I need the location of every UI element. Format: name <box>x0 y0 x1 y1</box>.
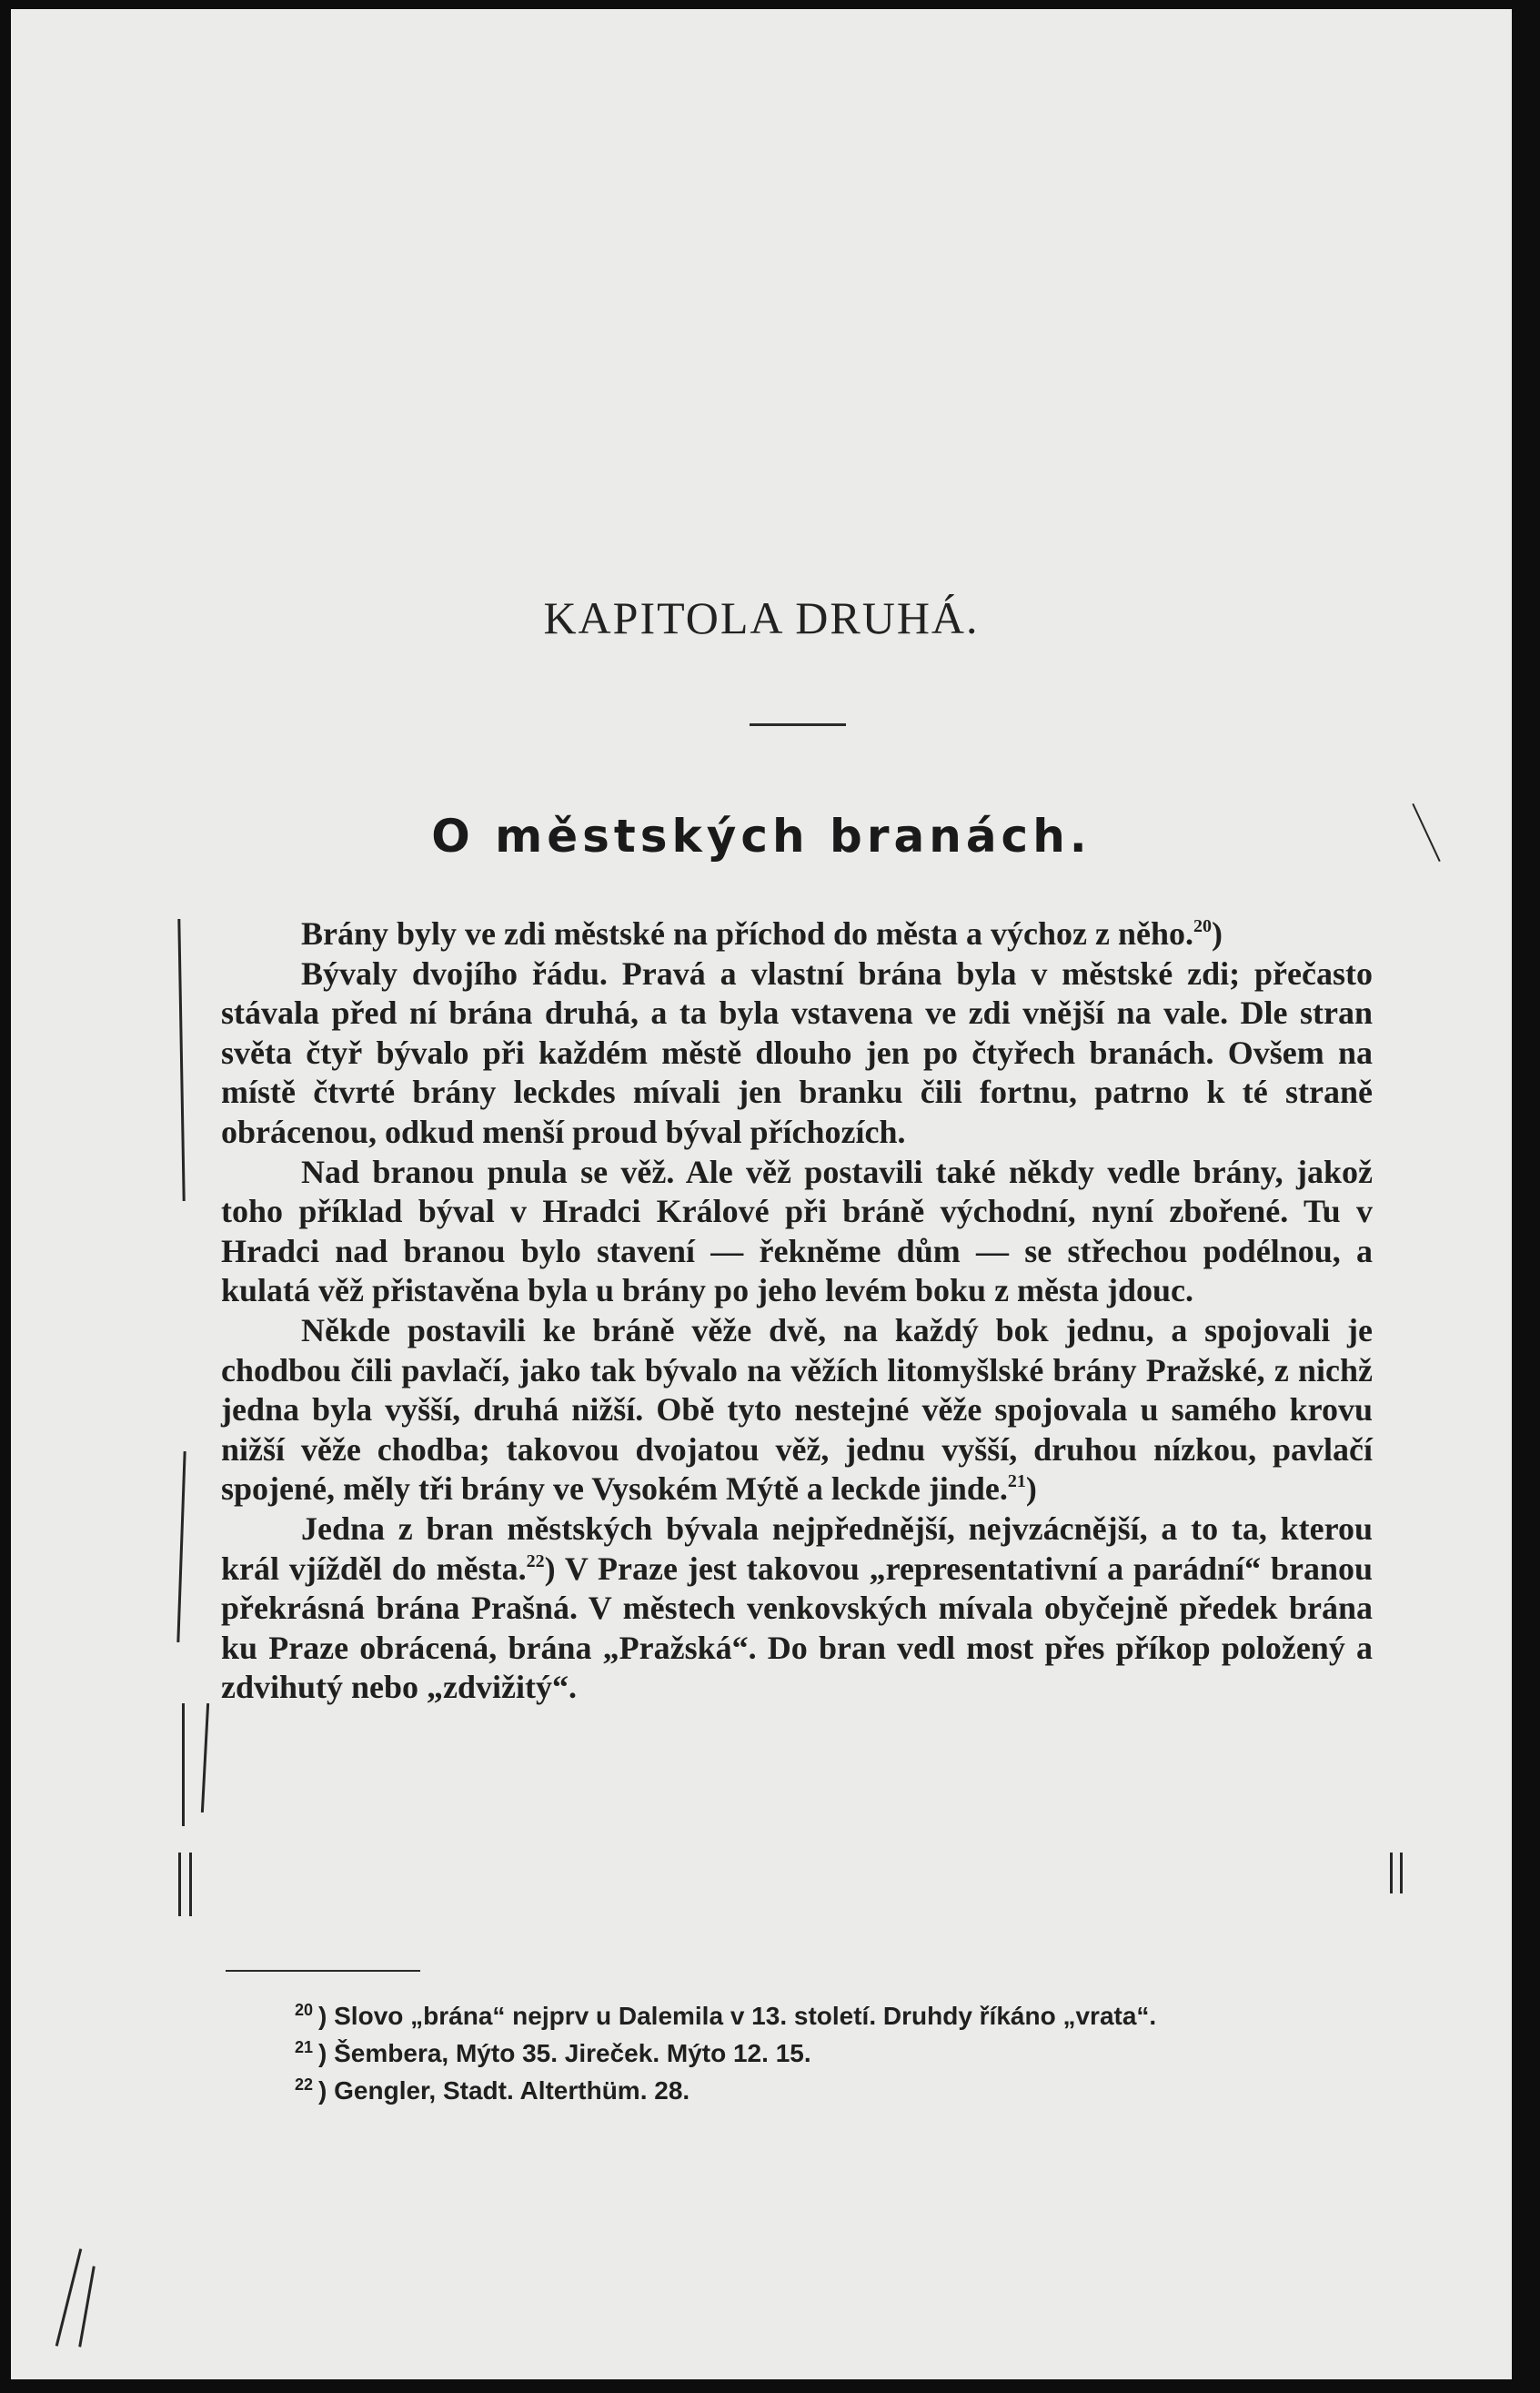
margin-pencil-mark <box>189 1853 192 1916</box>
paragraph-text-cont: ) V Praze jest takovou „representativní a parádní“ branou překrásná brána Prašná. V městech venkovských mívala obyčejně předek brána ku Praze obrácená, brána „Pražská“. Do bran vedl most přes příkop položený a zdvihutý nebo „zdvižitý“. <box>221 1550 1373 1706</box>
margin-pencil-mark <box>182 1703 185 1826</box>
paragraph-text-cont: ) <box>1212 915 1223 952</box>
footnotes <box>295 1994 1386 2106</box>
footnote-number: 20 <box>295 2001 314 2019</box>
margin-pencil-mark <box>1400 1853 1403 1893</box>
paragraph-text: Jedna z bran městských bývala nejpřednější, nejvzácnější, a to ta, kterou král vjížděl do města. <box>221 1510 1373 1587</box>
margin-pencil-mark <box>178 1853 181 1916</box>
footnote-text: ) Šembera, Mýto 35. Jireček. Mýto 12. 15. <box>318 2039 811 2067</box>
paragraph <box>221 914 1373 954</box>
section-title: O městských branách. <box>431 810 1092 863</box>
paragraph <box>221 1153 1373 1311</box>
footnote <box>295 2069 1386 2106</box>
footnote <box>295 1994 1386 2032</box>
book-page <box>11 9 1512 2379</box>
footnote-number: 22 <box>295 2075 314 2094</box>
footnote-text: ) Gengler, Stadt. Alterthüm. 28. <box>318 2076 690 2105</box>
paragraph <box>221 1311 1373 1510</box>
paragraph-text-cont: ) <box>1025 1470 1037 1508</box>
footnote-ref: 22 <box>526 1550 545 1571</box>
margin-pencil-mark <box>55 2248 83 2346</box>
body-text <box>221 914 1373 1708</box>
footnote-ref: 20 <box>1193 916 1212 936</box>
footnote-divider <box>226 1970 420 1972</box>
paragraph <box>221 1510 1373 1708</box>
footnote-text: ) Slovo „brána“ nejprv u Dalemila v 13. století. Druhdy říkáno „vrata“. <box>318 2002 1157 2030</box>
margin-pencil-mark <box>201 1703 209 1812</box>
paragraph-text: Někde postavili ke bráně věže dvě, na každý bok jednu, a spojovali je chodbou čili pavlačí, jako tak bývalo na věžích litomyšlské brány Pražské, z nichž jedna byla vyšší, druhá nižší. Obě tyto nestejné věže spojovala u samého krovu nižší věže chodba; takovou dvojatou věž, jednu vyšší, druhou nízkou, pavlačí spojené, měly tři brány ve Vysokém Mýtě a leckde jinde. <box>221 1311 1373 1508</box>
chapter-label: KAPITOLA DRUHÁ. <box>543 592 980 643</box>
paragraph <box>221 954 1373 1153</box>
paragraph-text: Bývaly dvojího řádu. Pravá a vlastní brána byla v městské zdi; přečasto stávala před ní brána druhá, a ta byla vstavena ve zdi vnější na vale. Dle stran světa čtyř bývalo při každém městě dlouho jen po čtyřech branách. Ovšem na místě čtvrté brány leckdes mívali jen branku čili fortnu, patrno k té straně obrácenou, odkud menší proud býval příchozích. <box>221 954 1373 1150</box>
paragraph-text: Nad branou pnula se věž. Ale věž postavili také někdy vedle brány, jakož toho příklad býval v Hradci Králové při bráně východní, nyní zbořené. Tu v Hradci nad branou bylo stavení — řekněme dům — se střechou podélnou, a kulatá věž přistavěna byla u brány po jeho levém boku z města jdouc. <box>221 1153 1373 1309</box>
paragraph-text: Brány byly ve zdi městské na příchod do města a výchoz z něho. <box>301 915 1193 952</box>
margin-pencil-mark <box>1390 1853 1393 1893</box>
title-divider <box>750 723 846 726</box>
footnote <box>295 2032 1386 2069</box>
margin-pencil-mark <box>176 1451 186 1642</box>
margin-pencil-mark <box>177 919 185 1201</box>
footnote-number: 21 <box>295 2038 314 2056</box>
footnote-ref: 21 <box>1007 1471 1026 1492</box>
margin-pencil-mark <box>78 2266 96 2347</box>
